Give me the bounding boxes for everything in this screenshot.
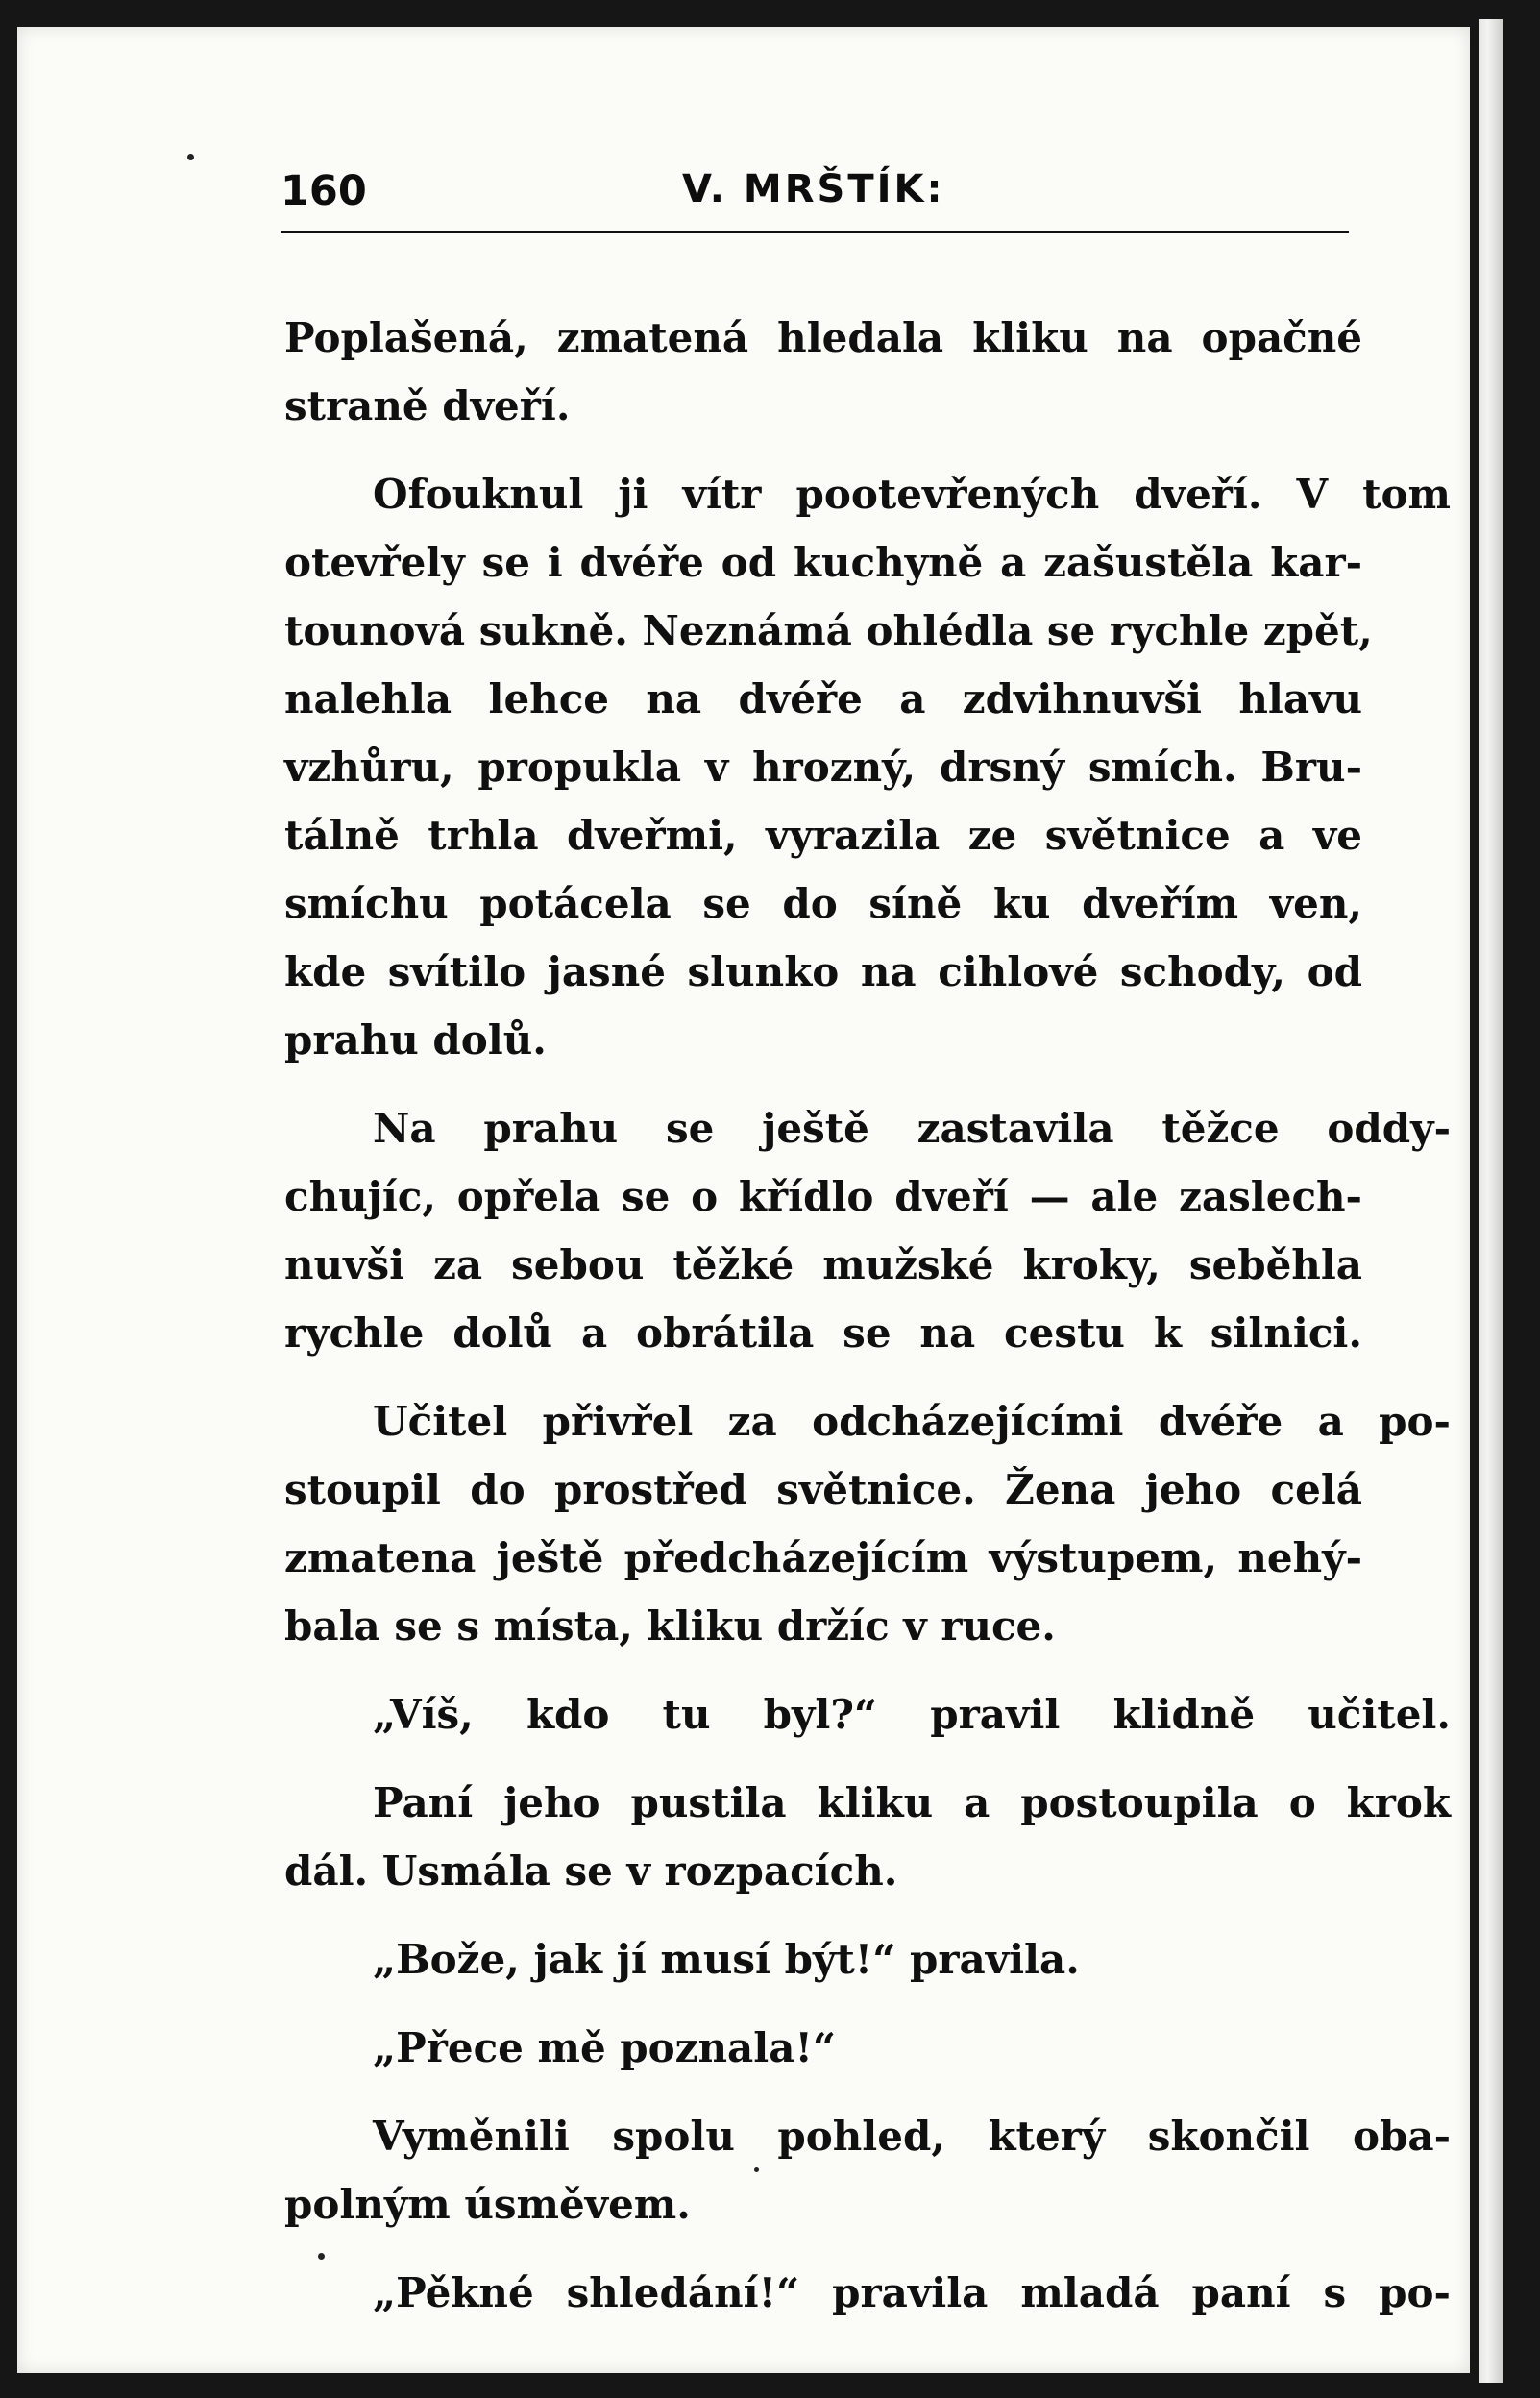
- text-line: prahu dolů.: [284, 1016, 547, 1064]
- text-line: „Přece mě poznala!“: [373, 2024, 837, 2071]
- scan-speck: [754, 2167, 759, 2172]
- text-line: nalehla lehce na dvéře a zdvihnuvši hlavu: [284, 675, 1362, 722]
- text-line: „Víš, kdo tu byl?“ pravil klidně učitel.: [373, 1691, 1451, 1738]
- text-line: kde svítilo jasné slunko na cihlové schody, od: [284, 948, 1362, 995]
- page-edge: [1479, 19, 1503, 2383]
- text-line: dál. Usmála se v rozpacích.: [284, 1847, 898, 1895]
- scan-speck: [187, 154, 194, 160]
- text-line: straně dveří.: [284, 382, 571, 429]
- text-line: stoupil do prostřed světnice. Žena jeho celá: [284, 1466, 1362, 1513]
- body-text: [284, 304, 1451, 2327]
- text-line: nuvši za sebou těžké mužské kroky, seběhla: [284, 1241, 1362, 1288]
- text-line: tounová sukně. Neznámá ohlédla se rychle zpět,: [284, 607, 1373, 654]
- running-head: V. MRŠTÍK:: [682, 167, 945, 211]
- text-line: zmatena ještě předcházejícím výstupem, nehý-: [284, 1534, 1362, 1581]
- text-line: otevřely se i dvéře od kuchyně a zašustěla kar-: [284, 539, 1362, 586]
- text-line: smíchu potácela se do síně ku dveřím ven,: [284, 880, 1362, 927]
- text-line: bala se s místa, kliku držíc v ruce.: [284, 1603, 1056, 1650]
- text-line: „Pěkné shledání!“ pravila mladá paní s po-: [373, 2269, 1451, 2316]
- text-line: vzhůru, propukla v hrozný, drsný smích. Bru-: [284, 744, 1362, 791]
- text-line: Poplašená, zmatená hledala kliku na opačné: [284, 314, 1362, 361]
- text-line: „Bože, jak jí musí být!“ pravila.: [373, 1936, 1080, 1983]
- text-line: Vyměnili spolu pohled, který skončil oba-: [373, 2113, 1451, 2160]
- text-line: Učitel přivřel za odcházejícími dvéře a po-: [373, 1398, 1451, 1445]
- text-line: rychle dolů a obrátila se na cestu k silnici.: [284, 1309, 1362, 1357]
- text-line: Paní jeho pustila kliku a postoupila o krok: [373, 1779, 1451, 1826]
- text-line: Ofouknul ji vítr pootevřených dveří. V tom: [373, 471, 1451, 518]
- header-rule: [281, 231, 1349, 233]
- text-line: chujíc, opřela se o křídlo dveří — ale zaslech-: [284, 1173, 1362, 1220]
- text-line: Na prahu se ještě zastavila těžce oddy-: [373, 1105, 1451, 1152]
- page-number: 160: [281, 167, 367, 215]
- page-header: [281, 167, 1347, 234]
- text-line: tálně trhla dveřmi, vyrazila ze světnice a ve: [284, 812, 1362, 859]
- scan-speck: [318, 2253, 325, 2260]
- text-line: polným úsměvem.: [284, 2181, 691, 2228]
